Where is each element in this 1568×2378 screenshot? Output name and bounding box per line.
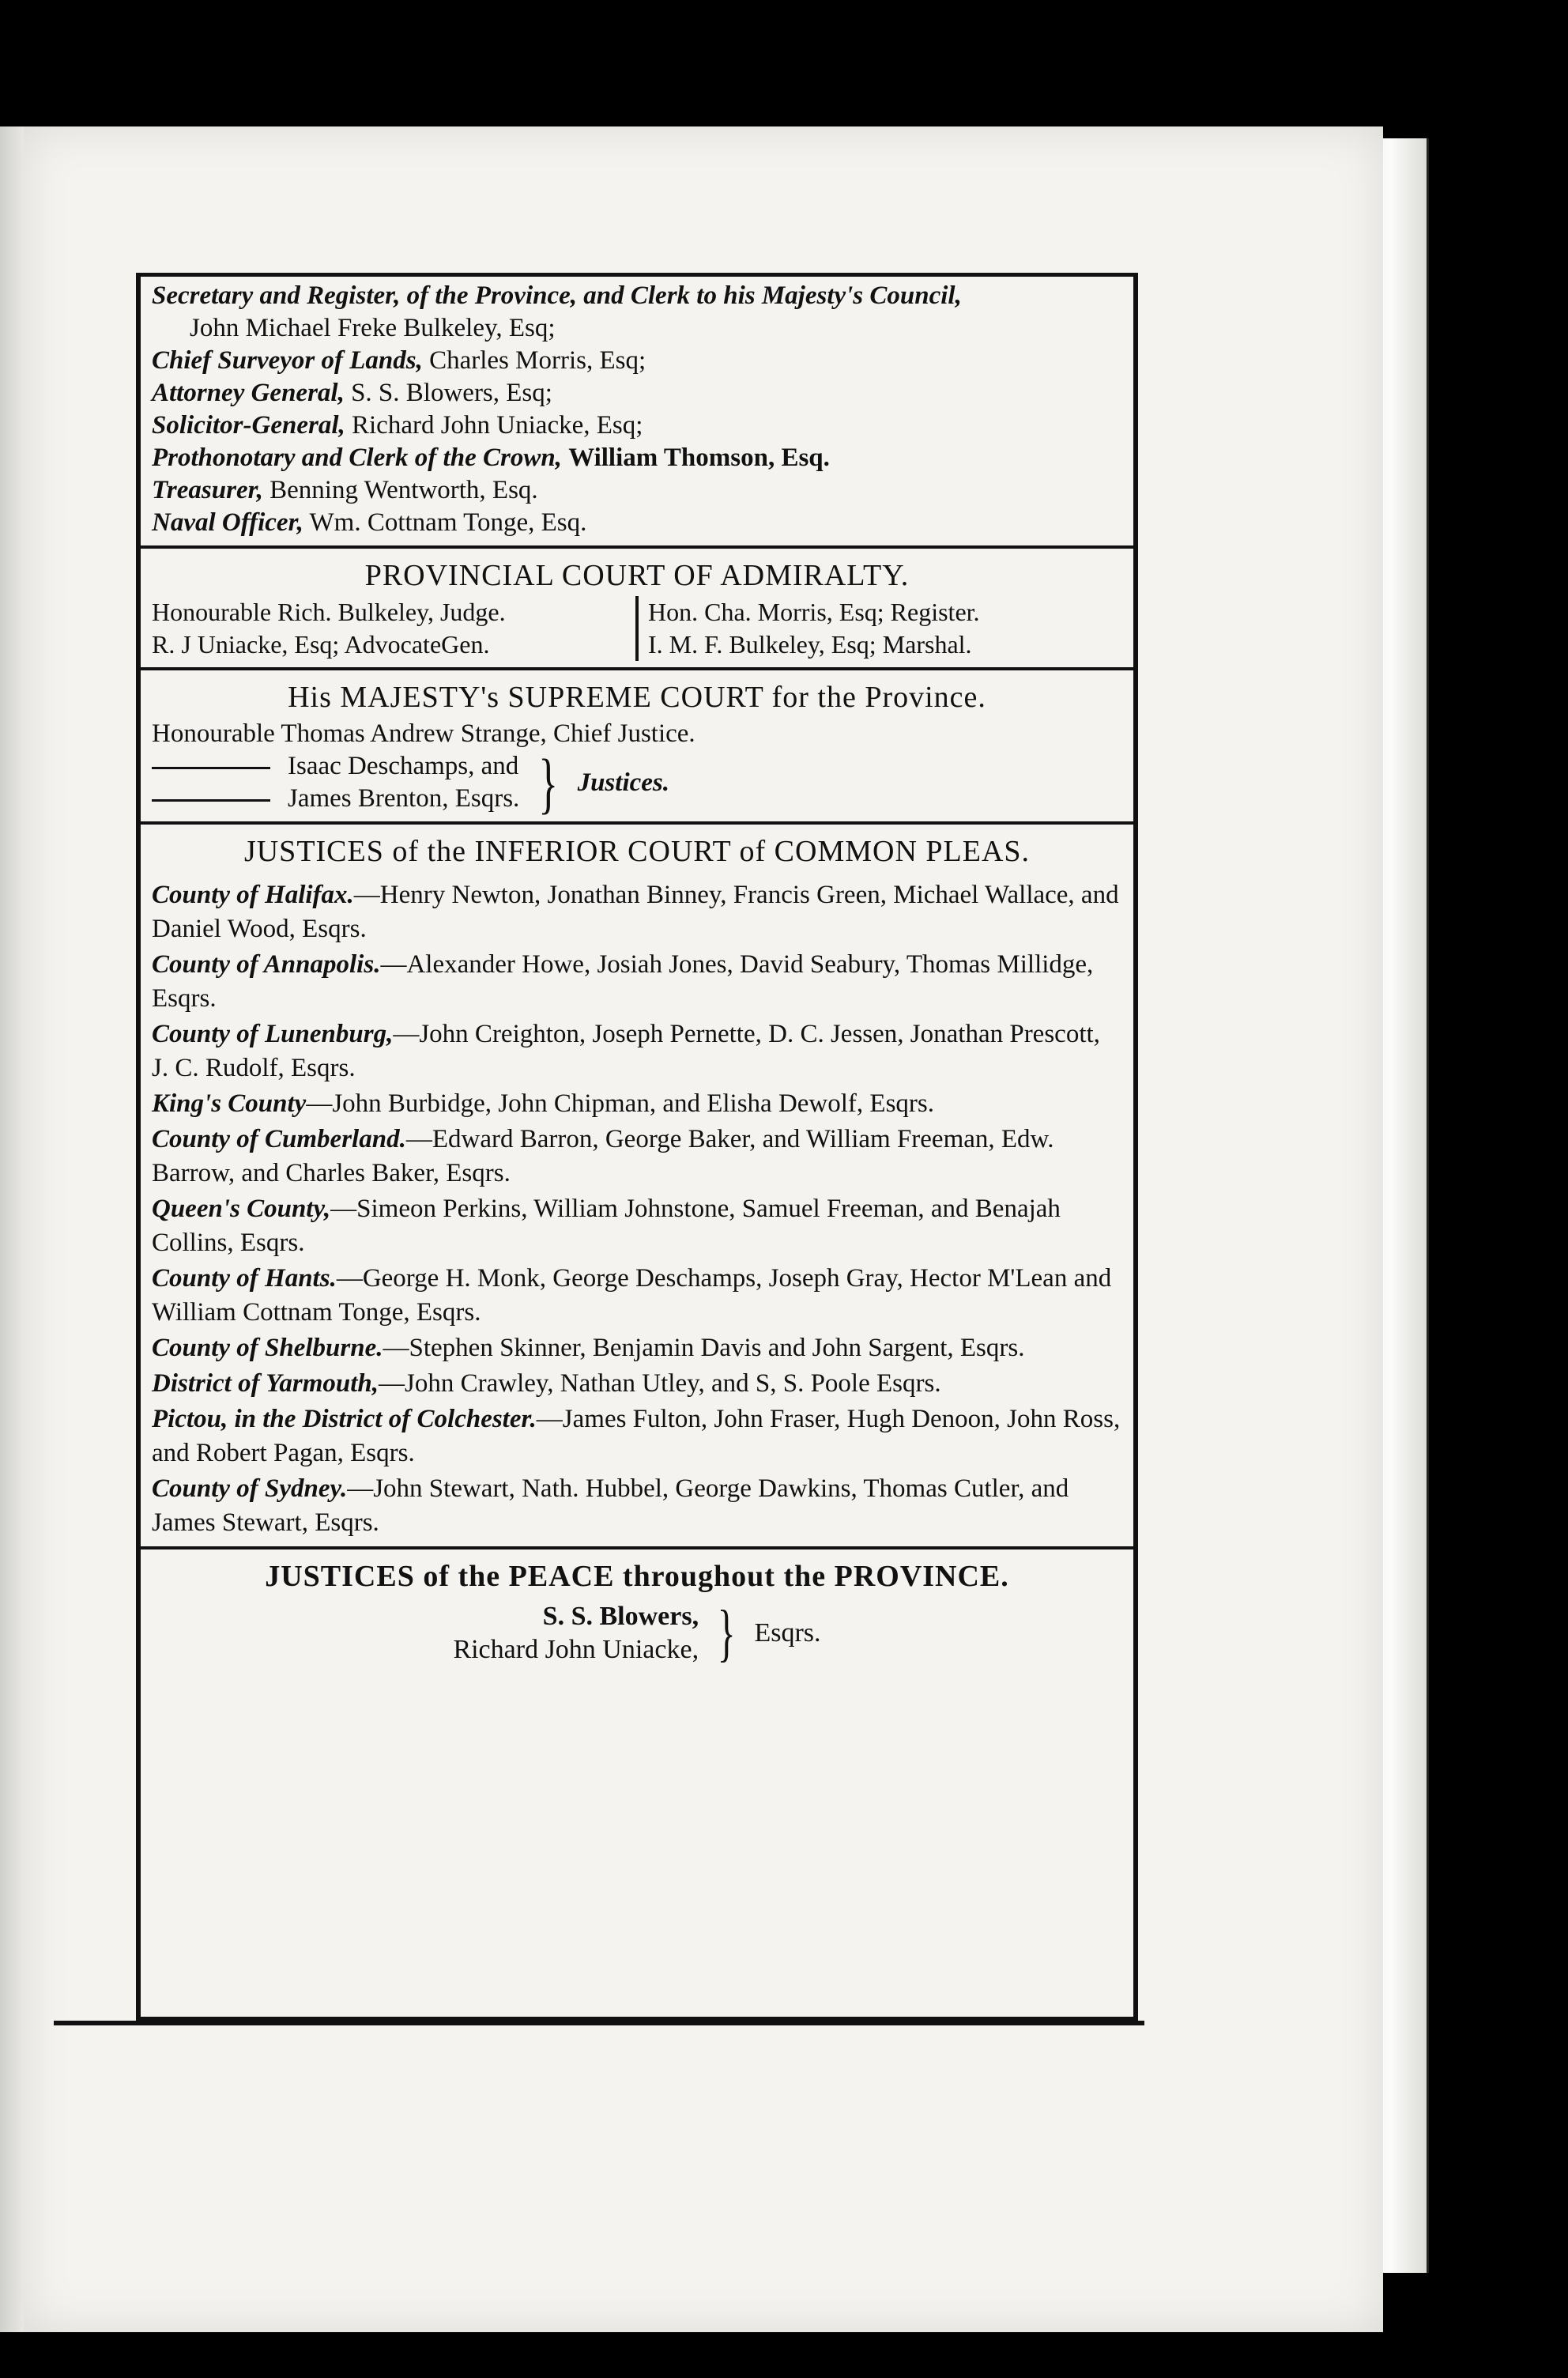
county-entry bbox=[152, 1123, 1122, 1191]
peace-suffix: Esqrs. bbox=[754, 1618, 821, 1648]
officer-title: Attorney General, bbox=[152, 379, 345, 407]
admiralty-section bbox=[152, 555, 1122, 661]
inferior-court-section bbox=[152, 831, 1122, 1540]
county-entry bbox=[152, 1262, 1122, 1330]
supreme-court-heading: His MAJESTY's SUPREME COURT for the Province. bbox=[288, 681, 986, 714]
county-name: County of Halifax. bbox=[152, 881, 354, 909]
admiralty-officer: I. M. F. Bulkeley, Esq; Marshal. bbox=[648, 630, 972, 659]
county-justices: —Stephen Skinner, Benjamin Davis and John Sargent, Esqrs. bbox=[383, 1334, 1025, 1362]
county-justices: —Henry Newton, Jonathan Binney, Francis Green, Michael Wallace, and Daniel Wood, Esqrs. bbox=[152, 881, 1119, 943]
officer-name: William Thomson, Esq. bbox=[568, 444, 830, 472]
brace-icon: } bbox=[538, 745, 559, 821]
county-name: County of Shelburne. bbox=[152, 1334, 383, 1362]
peace-justice-name: S. S. Blowers, bbox=[542, 1602, 699, 1631]
admiralty-officer: R. J Uniacke, Esq; AdvocateGen. bbox=[152, 630, 490, 659]
county-entry bbox=[152, 1087, 1122, 1121]
peace-section bbox=[152, 1556, 1122, 1666]
county-name: County of Lunenburg, bbox=[152, 1020, 394, 1048]
county-entry bbox=[152, 1402, 1122, 1470]
county-entry bbox=[152, 1331, 1122, 1365]
officer-name: Richard John Uniacke, Esq; bbox=[352, 411, 643, 440]
officer-row bbox=[152, 280, 1122, 312]
admiralty-heading: PROVINCIAL COURT OF ADMIRALTY. bbox=[364, 559, 910, 592]
county-justices: —James Fulton, John Fraser, Hugh Denoon, John Ross, and Robert Pagan, Esqrs. bbox=[152, 1405, 1121, 1467]
register-table bbox=[136, 273, 1138, 2021]
county-entry bbox=[152, 1472, 1122, 1540]
officer-name: S. S. Blowers, Esq; bbox=[351, 379, 552, 407]
dash-rule bbox=[152, 799, 270, 802]
county-justices: —George H. Monk, George Deschamps, Joseph Gray, Hector M'Lean and William Cottnam Tonge, Esqrs. bbox=[152, 1264, 1112, 1327]
officer-title: Naval Officer, bbox=[152, 508, 303, 537]
county-entry bbox=[152, 878, 1122, 946]
officer-row bbox=[152, 507, 1122, 539]
associate-justices bbox=[152, 745, 1122, 821]
county-name: Queen's County, bbox=[152, 1195, 331, 1223]
officer-title: Chief Surveyor of Lands, bbox=[152, 346, 423, 375]
county-name: Pictou, in the District of Colchester. bbox=[152, 1405, 537, 1433]
peace-justice-name: Richard John Uniacke, bbox=[453, 1635, 699, 1664]
county-justices: —John Burbidge, John Chipman, and Elisha Dewolf, Esqrs. bbox=[306, 1089, 935, 1118]
section-divider bbox=[141, 667, 1133, 670]
county-justices: —Alexander Howe, Josiah Jones, David Seabury, Thomas Millidge, Esqrs. bbox=[152, 950, 1094, 1013]
officer-title: Secretary and Register, of the Province, and Clerk to his Majesty's Council, bbox=[152, 281, 962, 310]
justice-names bbox=[152, 750, 519, 815]
officer-title: Treasurer, bbox=[152, 476, 263, 504]
justice-name: James Brenton, Esqrs. bbox=[288, 784, 520, 813]
section-divider bbox=[141, 821, 1133, 825]
county-name: County of Hants. bbox=[152, 1264, 337, 1293]
inferior-court-heading: JUSTICES of the INFERIOR COURT of COMMON PLEAS. bbox=[243, 835, 1031, 868]
county-justices: —Edward Barron, George Baker, and William Freeman, Edw. Barrow, and Charles Baker, Esqrs. bbox=[152, 1125, 1054, 1187]
county-name: County of Annapolis. bbox=[152, 950, 381, 979]
county-entry bbox=[152, 948, 1122, 1016]
justice-name: Isaac Deschamps, and bbox=[288, 752, 519, 780]
county-name: County of Cumberland. bbox=[152, 1125, 406, 1153]
county-entry bbox=[152, 1017, 1122, 1085]
county-entry bbox=[152, 1367, 1122, 1401]
column-divider bbox=[635, 596, 639, 661]
peace-justices bbox=[152, 1600, 1122, 1666]
admiralty-left bbox=[152, 596, 626, 661]
county-name: King's County bbox=[152, 1089, 307, 1118]
officer-title: Solicitor-General, bbox=[152, 411, 345, 440]
county-name: District of Yarmouth, bbox=[152, 1369, 379, 1398]
county-justices: —John Stewart, Nath. Hubbel, George Dawkins, Thomas Cutler, and James Stewart, Esqrs. bbox=[152, 1474, 1069, 1537]
justices-label: Justices. bbox=[577, 768, 669, 797]
county-justices: —John Crawley, Nathan Utley, and S, S. Poole Esqrs. bbox=[379, 1369, 941, 1398]
admiralty-officers bbox=[152, 596, 1122, 661]
officers-section bbox=[152, 277, 1122, 539]
section-divider bbox=[141, 1546, 1133, 1549]
section-divider bbox=[141, 545, 1133, 549]
officer-title: Prothonotary and Clerk of the Crown, bbox=[152, 444, 562, 472]
brace-icon: } bbox=[717, 1599, 736, 1668]
officer-row bbox=[152, 377, 1122, 410]
peace-names bbox=[453, 1600, 699, 1666]
officer-row bbox=[152, 345, 1122, 377]
dash-rule bbox=[152, 767, 270, 769]
county-justices: —John Creighton, Joseph Pernette, D. C. Jessen, Jonathan Prescott, J. C. Rudolf, Esqrs. bbox=[152, 1020, 1100, 1082]
admiralty-right bbox=[648, 596, 1122, 661]
county-justices: —Simeon Perkins, William Johnstone, Samuel Freeman, and Benajah Collins, Esqrs. bbox=[152, 1195, 1061, 1257]
supreme-court-section bbox=[152, 677, 1122, 821]
county-name: County of Sydney. bbox=[152, 1474, 348, 1503]
officer-name: Wm. Cottnam Tonge, Esq. bbox=[309, 508, 587, 537]
officer-name: Benning Wentworth, Esq. bbox=[270, 476, 538, 504]
officer-row bbox=[152, 410, 1122, 442]
county-entry bbox=[152, 1192, 1122, 1260]
chief-justice: Honourable Thomas Andrew Strange, Chief Justice. bbox=[152, 719, 695, 748]
officer-name: John Michael Freke Bulkeley, Esq; bbox=[190, 314, 556, 342]
officer-row bbox=[152, 442, 1122, 474]
officer-row bbox=[152, 474, 1122, 507]
admiralty-officer: Honourable Rich. Bulkeley, Judge. bbox=[152, 598, 506, 626]
bottom-rule bbox=[54, 2021, 1144, 2025]
officer-name: Charles Morris, Esq; bbox=[429, 346, 646, 375]
peace-heading: JUSTICES of the PEACE throughout the PROVINCE. bbox=[265, 1560, 1009, 1593]
admiralty-officer: Hon. Cha. Morris, Esq; Register. bbox=[648, 598, 980, 626]
officer-row bbox=[152, 312, 1122, 345]
